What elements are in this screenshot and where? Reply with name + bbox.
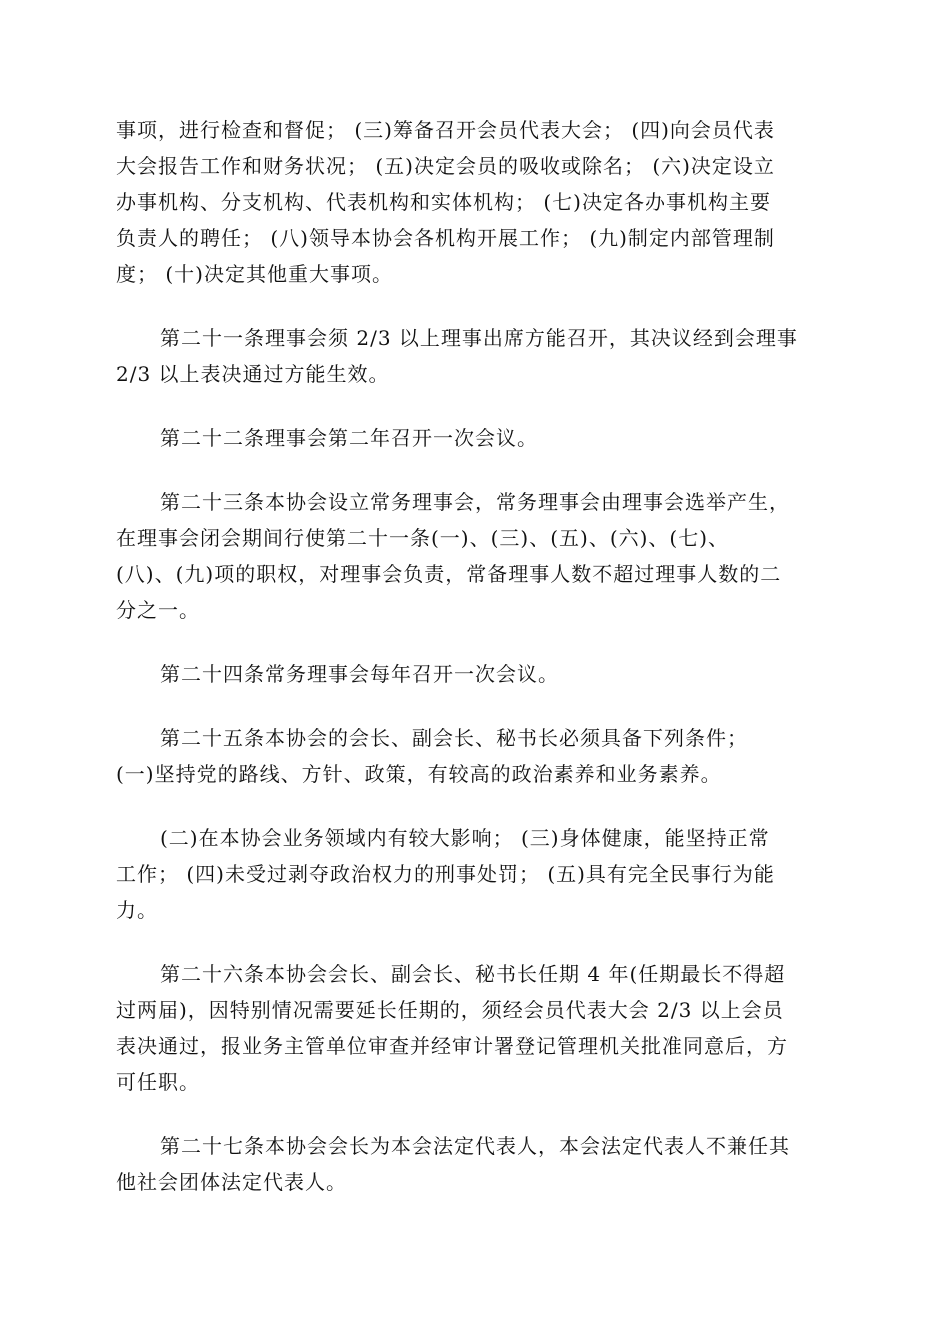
text-line: 度； (十)决定其他重大事项。 xyxy=(116,262,393,286)
paragraph-article-24 xyxy=(116,656,834,692)
text-line: 分之一。 xyxy=(116,598,200,622)
text-line: (二)在本协会业务领域内有较大影响； (三)身体健康，能坚持正常 xyxy=(160,826,770,850)
text-line: 第二十六条本协会会长、副会长、秘书长任期 4 年(任期最长不得超 xyxy=(160,962,786,986)
paragraph-article-26 xyxy=(116,956,834,1100)
paragraph-article-21 xyxy=(116,320,834,392)
text-line: (一)坚持党的路线、方针、政策，有较高的政治素养和业务素养。 xyxy=(116,762,722,786)
paragraph-article-23 xyxy=(116,484,834,628)
text-line: 负责人的聘任； (八)领导本协会各机构开展工作； (九)制定内部管理制 xyxy=(116,226,775,250)
document-body xyxy=(116,112,834,1200)
paragraph-council-duties-continued xyxy=(116,112,834,292)
paragraph-article-25 xyxy=(116,720,834,792)
text-line: 事项，进行检查和督促； (三)筹备召开会员代表大会； (四)向会员代表 xyxy=(116,118,775,142)
text-line: 力。 xyxy=(116,898,158,922)
text-line: 第二十一条理事会须 2/3 以上理事出席方能召开，其决议经到会理事 xyxy=(160,326,798,350)
text-line: 2/3 以上表决通过方能生效。 xyxy=(116,362,390,386)
text-line: 可任职。 xyxy=(116,1070,200,1094)
text-line: 他社会团体法定代表人。 xyxy=(116,1170,347,1194)
text-line: 第二十七条本协会会长为本会法定代表人，本会法定代表人不兼任其 xyxy=(160,1134,790,1158)
text-line: 表决通过，报业务主管单位审查并经审计署登记管理机关批准同意后，方 xyxy=(116,1034,788,1058)
text-line: 第二十三条本协会设立常务理事会，常务理事会由理事会选举产生， xyxy=(160,490,790,514)
paragraph-article-22 xyxy=(116,420,834,456)
text-line: 大会报告工作和财务状况； (五)决定会员的吸收或除名； (六)决定设立 xyxy=(116,154,775,178)
text-line: 工作； (四)未受过剥夺政治权力的刑事处罚； (五)具有完全民事行为能 xyxy=(116,862,775,886)
text-line: 办事机构、分支机构、代表机构和实体机构； (七)决定各办事机构主要 xyxy=(116,190,771,214)
text-line: (八)、(九)项的职权，对理事会负责，常备理事人数不超过理事人数的二 xyxy=(116,562,782,586)
text-line: 第二十二条理事会第二年召开一次会议。 xyxy=(160,426,538,450)
text-line: 第二十五条本协会的会长、副会长、秘书长必须具备下列条件； xyxy=(160,726,748,750)
paragraph-article-27 xyxy=(116,1128,834,1200)
text-line: 在理事会闭会期间行使第二十一条(一)、(三)、(五)、(六)、(七)、 xyxy=(116,526,730,550)
text-line: 过两届)，因特别情况需要延长任期的，须经会员代表大会 2/3 以上会员 xyxy=(116,998,784,1022)
paragraph-article-25-conditions xyxy=(116,820,834,928)
text-line: 第二十四条常务理事会每年召开一次会议。 xyxy=(160,662,559,686)
